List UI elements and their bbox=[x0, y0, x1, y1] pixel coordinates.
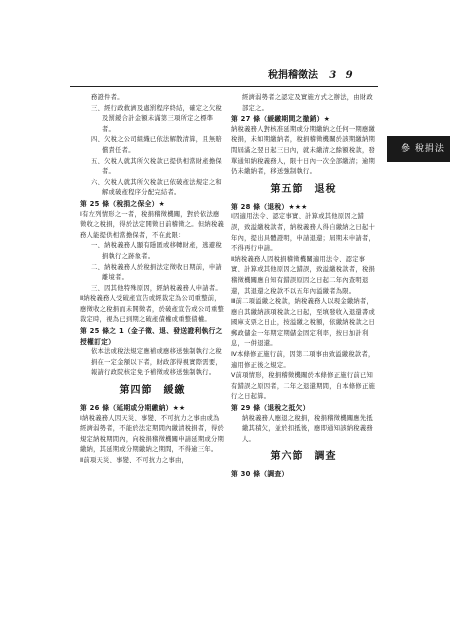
article-heading: 第 25 條（稅捐之保全）★ bbox=[80, 199, 165, 208]
article-heading: 第 25 條之 1（金子徵、退、發送證利執行之授權訂定） bbox=[80, 327, 223, 346]
section-heading-deferral: 第四節 緩繳 bbox=[119, 385, 186, 397]
paragraph: Ⅰ納稅義務人因天災、事變、不可抗力之事由或為經濟弱勢者，不能於法定期間內繳清稅捐者，得於規定納稅期間內，向稅捐稽徵機關申請延期或分期繳納，其延期或分期繳納之期間，不得逾三年。 bbox=[80, 414, 225, 454]
paragraph: Ⅰ有左列情形之一者，稅捐稽徵機關，對於依法應徵收之稅捐，得於法定開徵日前稽徵之。但納稅義務人能提供相當擔保者，不在此限： bbox=[80, 210, 225, 239]
article-heading: 第 29 條（退稅之抵欠） bbox=[231, 404, 310, 413]
right-column-block-b bbox=[231, 202, 376, 446]
left-column-block-b bbox=[80, 403, 225, 467]
article-heading: 第 26 條（延期或分期繳納）★★ bbox=[80, 404, 186, 413]
article-heading: 第 30 條（調查） bbox=[231, 470, 289, 479]
right-column-block-a bbox=[231, 93, 376, 178]
header-rule bbox=[70, 86, 378, 87]
paragraph: 務證件者。 bbox=[91, 94, 124, 101]
paragraph: 納稅義務人對核准延期或分期繳納之任何一期應繳稅捐，未如期繳納者，稅捐稽徵機關於該期繳納期間屆滿之翌日起三日內，就未繳清之餘額稅款，發單通知納稅義務人，限十日內一次全部繳清；逾期仍未繳納者，移送強制執行。 bbox=[231, 125, 376, 176]
paragraph: 二、納稅義務人於稅捐法定徵收日期前，申請離境者。 bbox=[91, 263, 222, 282]
paragraph: 四、欠稅之公司組織已依法解散清算，且無賠償責任者。 bbox=[91, 136, 222, 154]
running-header bbox=[268, 68, 378, 84]
paragraph: Ⅰ因適用法令、認定事實、計算或其他原因之錯誤，致溢繳稅款者，納稅義務人得自繳納之日起十年內，提出具體證明，申請退還；屆期未申請者，不得再行申請。 bbox=[231, 213, 376, 253]
section-heading-refund: 第五節 退稅 bbox=[270, 183, 337, 195]
paragraph: 經濟弱勢者之認定及實施方式之辦法，由財政部定之。 bbox=[242, 94, 373, 112]
article-heading: 第 28 條（退稅）★★★ bbox=[231, 202, 308, 211]
right-column-block-c bbox=[231, 469, 376, 480]
header-title: 稅捐稽徵法 bbox=[268, 70, 318, 81]
paragraph: 三、因其他特殊原因，經納稅義務人申請者。 bbox=[91, 284, 222, 292]
left-column-block-a bbox=[80, 93, 225, 379]
paragraph: 一、納稅義務人顯有隱匿或移轉財產，逃避稅捐執行之跡象者。 bbox=[91, 242, 222, 260]
article-heading: 第 27 條（緩繳期間之撤銷）★ bbox=[231, 115, 331, 124]
left-column bbox=[80, 93, 225, 467]
paragraph: Ⅳ本條修正施行前，因第二項事由致溢繳稅款者，適用修正後之規定。 bbox=[231, 351, 375, 369]
page-number: 3 9 bbox=[329, 70, 356, 81]
paragraph: Ⅲ前二項溢繳之稅款，納稅義務人以現金繳納者，應自其繳納該項稅款之日起，至填發收入退還書或國庫支票之日止，按溢繳之稅額，依繳納稅款之日郵政儲金一年期定期儲金固定利率，按日加計利息，一併退還。 bbox=[231, 298, 376, 348]
paragraph: Ⅱ前項天災、事變、不可抗力之事由， bbox=[80, 457, 189, 464]
paragraph: Ⅴ前項情形，稅捐稽徵機關於本條修正施行前已知有錯誤之原因者，二年之退還期間，自本條修正施行之日起算。 bbox=[231, 372, 376, 401]
paragraph: 六、欠稅人就其所欠稅款已依破產法規定之和解或破產程序分配完結者。 bbox=[91, 178, 222, 197]
paragraph: 納稅義務人應退之稅捐，稅捐稽徵機關應先抵繳其積欠，並於扣抵後，應即通知該納稅義務人。 bbox=[242, 414, 373, 443]
paragraph: 依本法或稅法規定應補或應移送強制執行之稅捐在一定金額以下者，財政部得視實際需要，報請行政院核定免予補徵或移送強制執行。 bbox=[91, 348, 222, 377]
section-heading-investigation: 第六節 調查 bbox=[270, 451, 337, 463]
paragraph: Ⅱ納稅義務人因稅捐稽徵機關適用法令、認定事實、計算或其他原因之錯誤，致溢繳稅款者，稅捐稽徵機關應自知有錯誤原因之日起二年內查明退還，其退還之稅款不以五年內溢繳者為限。 bbox=[231, 255, 376, 295]
paragraph: Ⅱ納稅義務人受破產宣告或經裁定為公司重整前，應徵收之稅捐而未開徵者，於破產宣告或公司重整裁定時，視為已到期之破產債權或重整債權。 bbox=[80, 295, 225, 324]
paragraph: 五、欠稅人就其所欠稅款已提供相當財產擔保者。 bbox=[91, 157, 222, 176]
edge-thumb-tab: 參 稅捐法 bbox=[387, 136, 450, 162]
paragraph: 三、經行政救濟及處罰程序終結，確定之欠稅及罰鍰合計金額未滿第三項所定之標準者。 bbox=[91, 104, 222, 133]
right-column bbox=[231, 93, 376, 480]
